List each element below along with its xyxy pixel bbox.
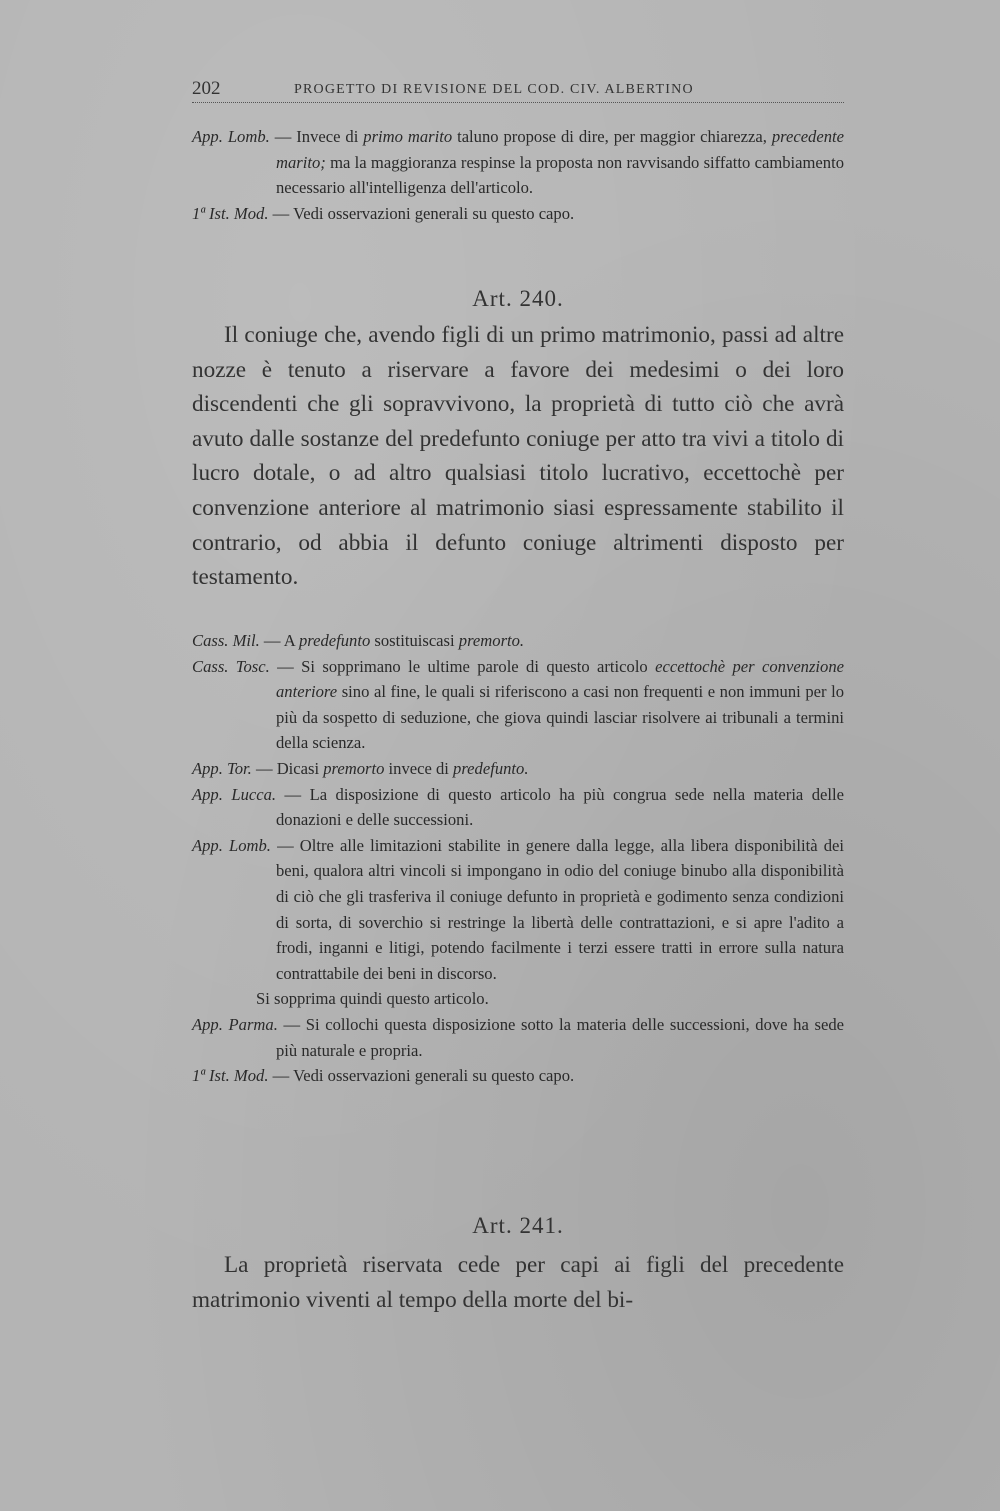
note-dash: — [277, 1014, 306, 1034]
note-source: App. Lomb. [192, 127, 270, 146]
note-source: 1ª Ist. Mod. [192, 203, 269, 223]
note-text: Vedi osservazioni generali su questo capo. [293, 203, 575, 223]
note-text: La disposizione di questo articolo ha più congrua sede nella materia delle donazioni e delle successioni. [276, 784, 845, 830]
article-241-text: La proprietà riservata cede per capi ai figli del precedente matrimonio viventi al tempo della morte del bi- [192, 1252, 844, 1313]
note-text: premorto [323, 758, 385, 778]
note-text: precedente marito; [276, 127, 844, 172]
note-text: taluno propose di dire, per maggior chiarezza, [452, 127, 772, 146]
article-240-title: Art. 240. [472, 286, 564, 311]
commentary-note [192, 833, 844, 987]
commentary-note [192, 201, 844, 227]
note-text: Invece di [296, 127, 364, 146]
commentary-note [192, 756, 844, 782]
commentary-note [192, 124, 844, 201]
commentary-note [192, 654, 844, 756]
commentary-note [192, 1012, 844, 1063]
note-text: premorto. [458, 631, 525, 650]
page-number: 202 [192, 78, 221, 99]
note-text: sostituiscasi [370, 631, 459, 650]
note-text: Dicasi [276, 758, 324, 778]
note-text: Si collochi questa disposizione sotto la materia delle successioni, dove ha sede più naturale e propria. [276, 1014, 844, 1060]
note-text: predefunto [298, 631, 371, 650]
note-dash: — [269, 127, 297, 146]
note-text: Si sopprimano le ultime parole di questo articolo [301, 656, 656, 676]
article-241-title: Art. 241. [472, 1213, 564, 1238]
note-text: sino al fine, le quali si riferiscono a casi non frequenti e non immuni per lo più da sospetto di seduzione, che giova quindi lasciar risolvere ai tribunali a termini della scienza. [276, 682, 844, 753]
notes-top [192, 124, 844, 226]
note-dash: — [269, 656, 302, 676]
notes-article-240 [192, 628, 844, 1089]
note-text: A [283, 631, 299, 650]
note-source: App. Parma. [192, 1014, 278, 1034]
article-240-text: Il coniuge che, avendo figli di un primo matrimonio, passi ad altre nozze è tenuto a riservare a favore dei medesimi o dei loro discendenti che gli sopravvivono, la proprietà di tutto ciò che avrà avuto dalle sostanze del predefunto coniuge per atto tra vivi a titolo di lucro dotale, o ad altro qualsiasi titolo lucrativo, eccettochè per convenzione anteriore al matrimonio siasi espressamente stabilito il contrario, od abbia il defunto coniuge altrimenti disposto per testamento. [192, 322, 844, 591]
note-dash: — [276, 784, 310, 804]
note-source: App. Lomb. [192, 835, 271, 855]
note-text: eccettochè per convenzione anteriore [276, 656, 845, 702]
note-source: App. Tor. [192, 758, 252, 778]
note-text: Oltre alle limitazioni stabilite in genere dalla legge, alla libera disponibilità dei beni, qualora altri vincoli si impongano in odio del coniuge binubo alla disponibilità di ciò che gli trasferiva il coniuge defunto in proprietà e godimento senza condizioni di sorta, di soverchio si restringe la libertà delle contrattazioni, e si apre l'adito a frodi, inganni e litigi, potendo facilmente i terzi essere tratti in errore sulla natura contrattabile dei beni in discorso. [276, 835, 845, 983]
note-text: Vedi osservazioni generali su questo capo. [293, 1066, 575, 1086]
page-header [192, 78, 844, 103]
note-source: Cass. Tosc. [192, 656, 270, 676]
note-dash: — [270, 835, 300, 855]
commentary-note [192, 628, 844, 654]
note-text: predefunto. [453, 758, 529, 778]
commentary-note [192, 782, 844, 833]
note-continuation: Si sopprima quindi questo articolo. [256, 989, 489, 1009]
note-dash: — [259, 631, 284, 650]
commentary-note [192, 1063, 844, 1089]
note-source: App. Lucca. [192, 784, 277, 804]
note-source: 1ª Ist. Mod. [192, 1066, 269, 1086]
running-title: PROGETTO DI REVISIONE DEL COD. CIV. ALBERTINO [294, 82, 694, 97]
note-text: ma la maggioranza respinse la proposta non ravvisando siffatto cambiamento necessario all'intelligenza dell'articolo. [276, 152, 844, 198]
note-dash: — [268, 203, 294, 223]
note-dash: — [268, 1066, 294, 1086]
note-source: Cass. Mil. [192, 631, 260, 650]
note-text: primo marito [363, 127, 453, 146]
note-dash: — [251, 758, 277, 778]
note-text: invece di [384, 758, 454, 778]
